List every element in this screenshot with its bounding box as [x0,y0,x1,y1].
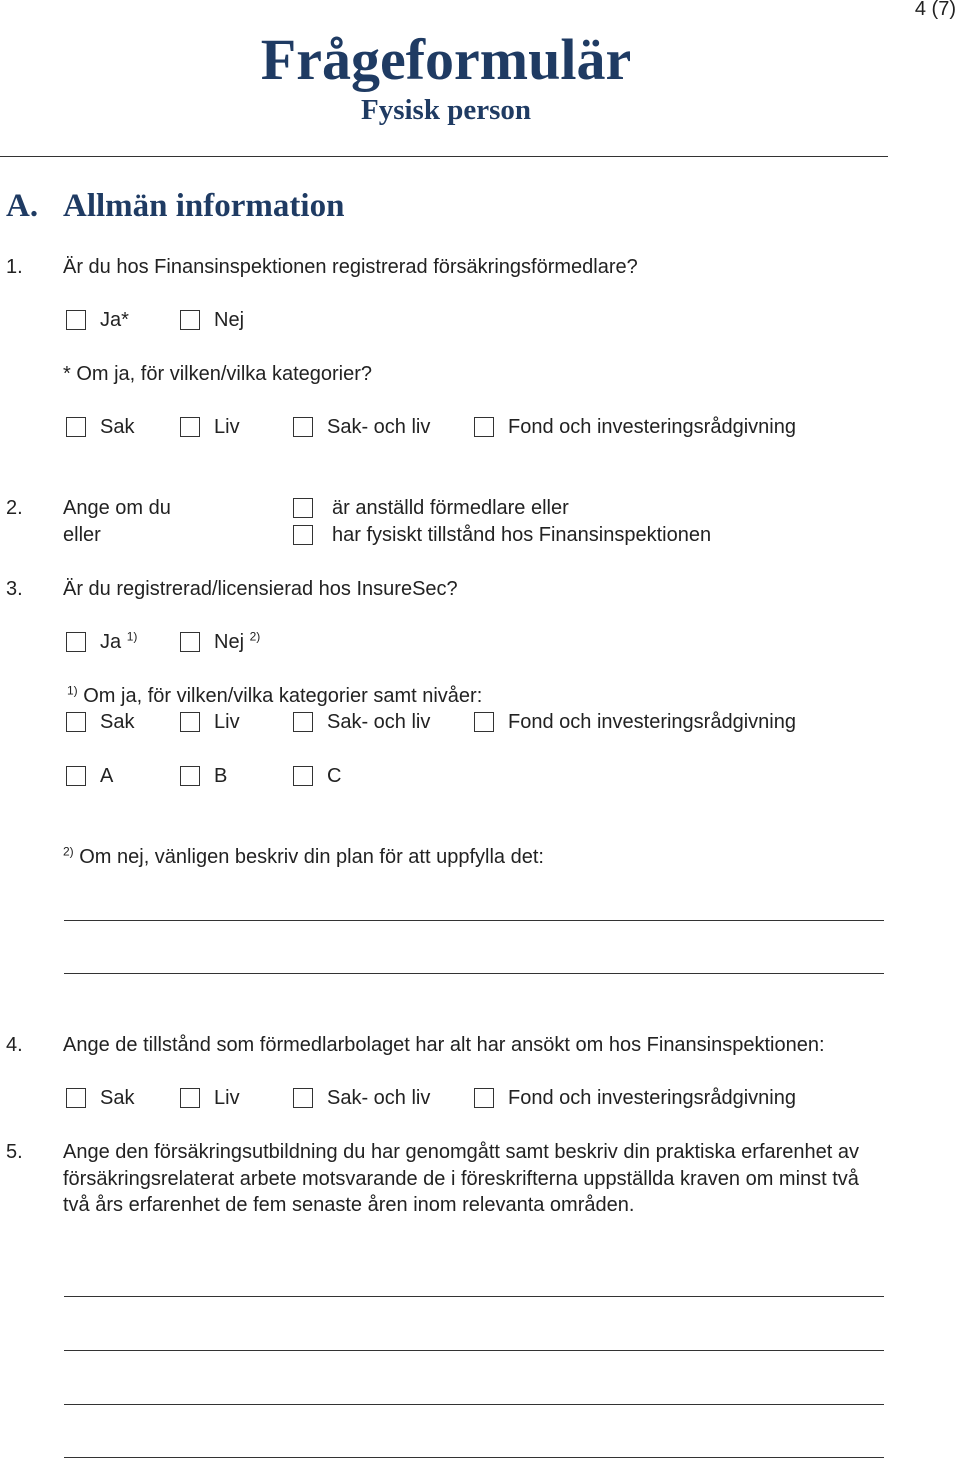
section-letter: A. [6,188,39,224]
q1-cat-sakliv-checkbox[interactable] [293,417,313,437]
q3-number: 3. [6,578,23,600]
q2-permit-label: har fysiskt tillstånd hos Finansinspektionen [332,524,712,546]
q3-yes-label: Ja $^{1)}$ [100,629,138,653]
q3-no-footnote-marker: 2) [249,629,261,644]
q2-employed-label: är anställd förmedlare eller [332,497,569,519]
q4-cat-sakliv-checkbox[interactable] [293,1088,313,1108]
q4-cat-sak-checkbox[interactable] [66,1088,86,1108]
section-title: Allmän information [63,188,345,224]
q4-number: 4. [6,1034,23,1056]
q5-answer-line-3[interactable] [64,1404,884,1405]
q1-number: 1. [6,256,23,278]
q3-cat-liv-label: Liv [214,711,240,733]
q3-cat-sak-checkbox[interactable] [66,712,86,732]
q1-cat-fond-checkbox[interactable] [474,417,494,437]
q3-note1: $^{1)}$ Om ja, för vilken/vilka kategorier samt nivåer: [67,683,483,707]
q3-level-c-checkbox[interactable] [293,766,313,786]
q3-level-b-label: B [214,765,228,787]
q3-note1-marker: 1) [67,683,78,698]
q1-followup: * Om ja, för vilken/vilka kategorier? [63,363,373,385]
q3-level-a-label: A [100,765,114,787]
q5-answer-line-2[interactable] [64,1350,884,1351]
q1-cat-sakliv-label: Sak- och liv [327,416,431,438]
q1-text: Är du hos Finansinspektionen registrerad försäkringsförmedlare? [63,256,638,278]
q3-level-a-checkbox[interactable] [66,766,86,786]
q4-cat-liv-checkbox[interactable] [180,1088,200,1108]
q4-cat-fond-label: Fond och investeringsrådgivning [508,1087,796,1109]
q3-yes-checkbox[interactable] [66,632,86,652]
q4-cat-liv-label: Liv [214,1087,240,1109]
q1-no-checkbox[interactable] [180,310,200,330]
q1-cat-sak-checkbox[interactable] [66,417,86,437]
q2-text-line2: eller [63,524,101,546]
q3-cat-fond-label: Fond och investeringsrådgivning [508,711,796,733]
form-subtitle: Fysisk person [360,94,531,126]
q3-answer-line-1[interactable] [64,920,884,921]
q3-cat-sakliv-checkbox[interactable] [293,712,313,732]
q2-employed-checkbox[interactable] [293,498,313,518]
q3-cat-fond-checkbox[interactable] [474,712,494,732]
q5-text-line2: försäkringsrelaterat arbete motsvarande de i föreskrifterna uppställda kraven om minst två [63,1168,859,1190]
form-title: Frågeformulär [260,27,632,92]
q3-note2: $^{2)}$ Om nej, vänligen beskriv din plan för att uppfylla det: [63,844,544,868]
q3-level-b-checkbox[interactable] [180,766,200,786]
q3-text: Är du registrerad/licensierad hos InsureSec? [63,578,458,600]
q1-yes-label: Ja* [100,309,129,331]
q4-text: Ange de tillstånd som förmedlarbolaget har alt har ansökt om hos Finansinspektionen: [63,1034,825,1056]
q5-text-line1: Ange den försäkringsutbildning du har genomgått samt beskriv din praktiska erfarenhet av [63,1141,860,1163]
q2-text-line1: Ange om du [63,497,171,519]
q1-yes-checkbox[interactable] [66,310,86,330]
q3-cat-sakliv-label: Sak- och liv [327,711,431,733]
q3-note2-marker: 2) [63,844,74,859]
q4-cat-sak-label: Sak [100,1087,135,1109]
q3-yes-footnote-marker: 1) [126,629,138,644]
header-divider [0,156,888,157]
q1-no-label: Nej [214,309,245,331]
q5-text-line3: två års erfarenhet de fem senaste åren inom relevanta områden. [63,1194,635,1216]
q1-cat-fond-label: Fond och investeringsrådgivning [508,416,796,438]
q3-cat-liv-checkbox[interactable] [180,712,200,732]
q1-cat-sak-label: Sak [100,416,135,438]
q2-number: 2. [6,497,23,519]
q5-answer-line-4[interactable] [64,1457,884,1458]
q1-cat-liv-label: Liv [214,416,240,438]
q5-number: 5. [6,1141,23,1163]
q3-no-checkbox[interactable] [180,632,200,652]
q1-cat-liv-checkbox[interactable] [180,417,200,437]
q2-permit-checkbox[interactable] [293,525,313,545]
q4-cat-sakliv-label: Sak- och liv [327,1087,431,1109]
q3-level-c-label: C [327,765,342,787]
q3-answer-line-2[interactable] [64,973,884,974]
q3-no-label: Nej $^{2)}$ [214,629,261,653]
q3-cat-sak-label: Sak [100,711,135,733]
q5-answer-line-1[interactable] [64,1296,884,1297]
page-number: 4 (7) [914,0,956,20]
q4-cat-fond-checkbox[interactable] [474,1088,494,1108]
